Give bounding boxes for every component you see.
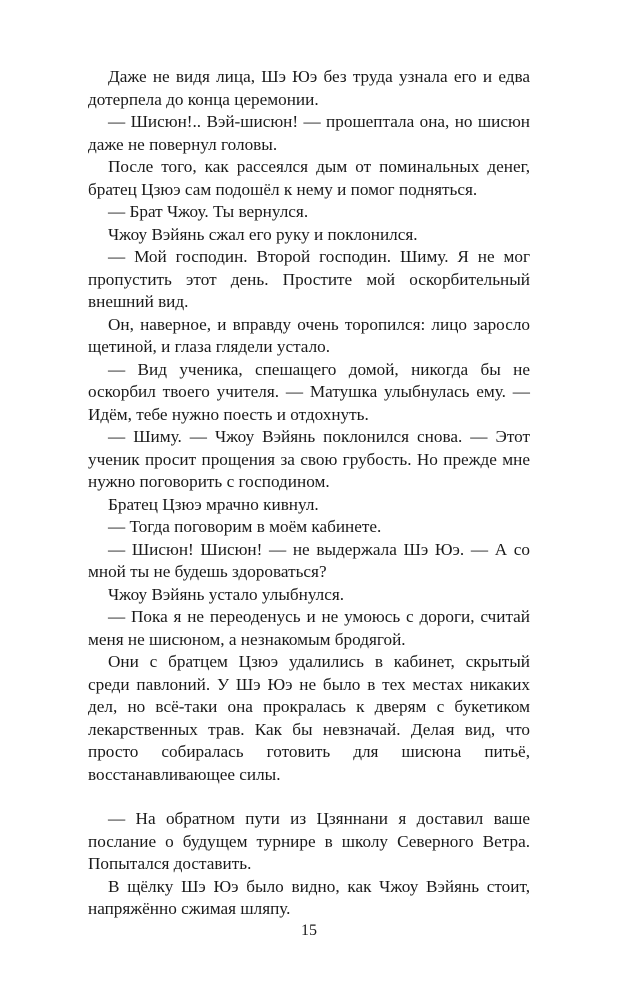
paragraph-8: — Вид ученика, спешащего домой, никогда бы не оскорбил твоего учителя. — Матушка улыбнулась ему. — Идём, тебе нужно поесть и отдохнуть. [88,359,530,424]
paragraph-9: — Шиму. — Чжоу Вэйянь поклонился снова. — Этот ученик просит прощения за свою грубость. Но прежде мне нужно поговорить с господином. [88,427,530,491]
paragraph-13: Чжоу Вэйянь устало улыбнулся. [108,584,345,604]
paragraph-10: Братец Цзюэ мрачно кивнул. [108,494,319,514]
paragraph-16: — На обратном пути из Цзяннани я доставил ваше послание о будущем турнире в школу Северного Ветра. Попытался доставить. [88,809,530,873]
paragraph-17: В щёлку Шэ Юэ было видно, как Чжоу Вэйянь стоит, напряжённо сжимая шляпу. [88,876,530,918]
paragraph-4: — Брат Чжоу. Ты вернулся. [108,202,309,221]
paragraph-6: — Мой господин. Второй господин. Шиму. Я не мог пропустить этот день. Простите мой оскорбительный внешний вид. [88,247,530,311]
paragraph-2: — Шисюн!.. Вэй-шисюн! — прошептала она, но шисюн даже не повернул головы. [88,112,530,154]
paragraph-12: — Шисюн! Шисюн! — не выдержала Шэ Юэ. — А со мной ты не будешь здороваться? [88,539,530,581]
paragraph-11: — Тогда поговорим в моём кабинете. [108,517,382,536]
page-number: 15 [301,922,317,939]
paragraph-1: Даже не видя лица, Шэ Юэ без труда узнала его и едва дотерпела до конца церемонии. [88,67,530,109]
paragraph-7: Он, наверное, и вправду очень торопился: лицо заросло щетиной, и глаза глядели устало. [88,314,530,356]
page-body [88,66,530,921]
paragraph-3: После того, как рассеялся дым от поминальных денег, братец Цзюэ сам подошёл к нему и помог подняться. [88,157,530,199]
paragraph-5: Чжоу Вэйянь сжал его руку и поклонился. [108,224,418,244]
section-break [88,786,530,808]
paragraph-15: Они с братцем Цзюэ удалились в кабинет, скрытый среди павлоний. У Шэ Юэ не было в тех местах никаких дел, но всё-таки она прокралась к дверям с букетиком лекарственных трав. Как бы невзначай. Делая вид, что просто собиралась готовить для шисюна питьё, восстанавливающее силы. [88,652,530,784]
paragraph-14: — Пока я не переоденусь и не умоюсь с дороги, считай меня не шисюном, а незнакомым бродягой. [88,607,530,649]
